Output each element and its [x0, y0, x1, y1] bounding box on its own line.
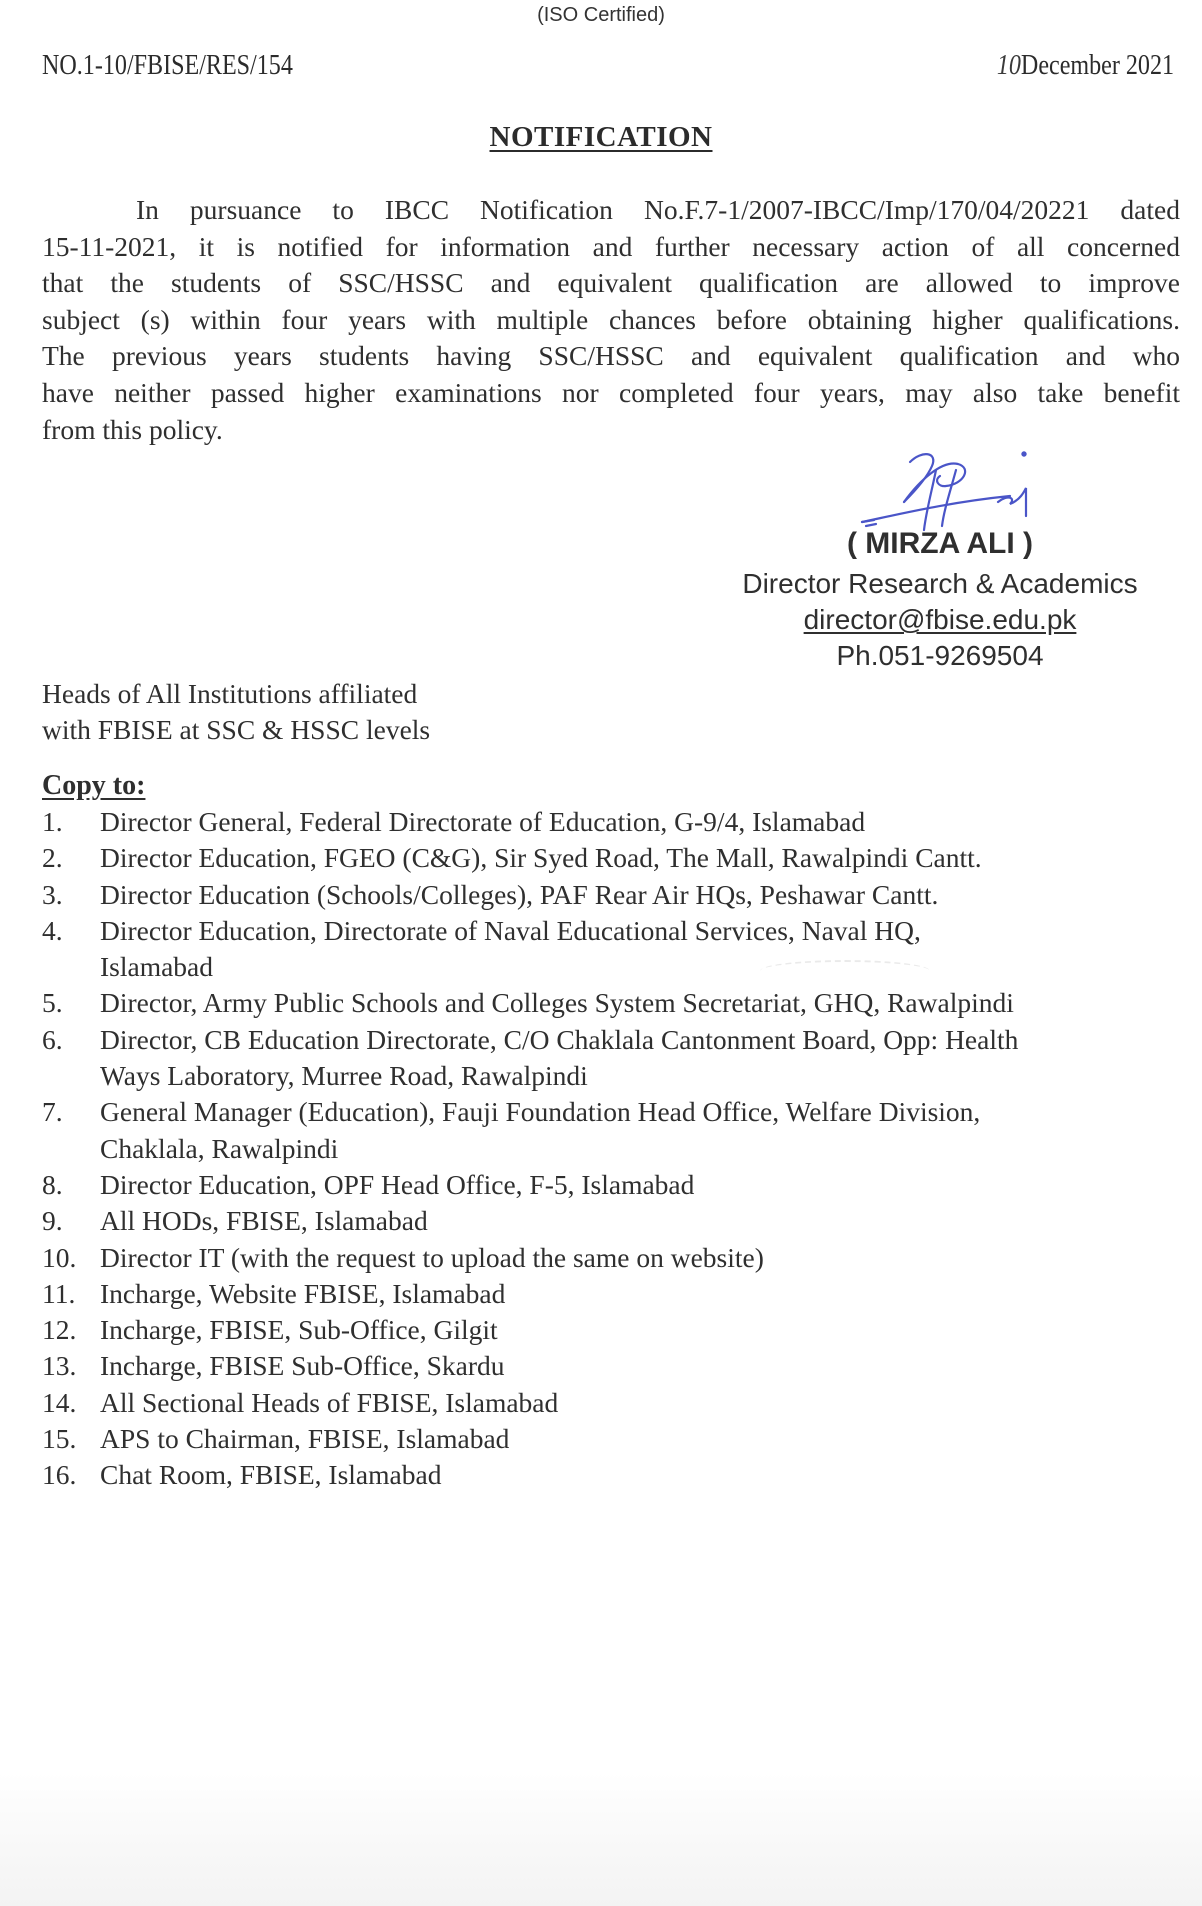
item-text: Director Education (Schools/Colleges), PAF Rear Air HQs, Peshawar Cantt.	[100, 878, 939, 910]
item-text: Director Education, OPF Head Office, F-5, Islamabad	[100, 1168, 695, 1200]
body-line: that the students of SSC/HSSC and equivalent qualification are allowed to improve	[42, 267, 1180, 299]
item-text: APS to Chairman, FBISE, Islamabad	[100, 1423, 510, 1455]
item-text: Director Education, Directorate of Naval Educational Services, Naval HQ,	[100, 914, 921, 946]
item-text: General Manager (Education), Fauji Foundation Head Office, Welfare Division,	[100, 1096, 981, 1128]
item-number: 8.	[42, 1168, 63, 1200]
item-text: Director, Army Public Schools and Colleges System Secretariat, GHQ, Rawalpindi	[100, 987, 1014, 1019]
item-text: Director, CB Education Directorate, C/O Chaklala Cantonment Board, Opp: Health	[100, 1023, 1019, 1055]
iso-certified-label: (ISO Certified)	[537, 4, 665, 26]
item-number: 7.	[42, 1096, 63, 1128]
body-line: from this policy.	[42, 413, 223, 445]
item-text: All HODs, FBISE, Islamabad	[100, 1205, 428, 1237]
item-number: 3.	[42, 878, 63, 910]
list-item	[42, 877, 1192, 913]
list-item	[42, 985, 1192, 1021]
list-item	[42, 804, 1192, 840]
addressee-line: Heads of All Institutions affiliated	[42, 678, 418, 709]
list-item	[42, 1457, 1192, 1493]
item-text: Incharge, Website FBISE, Islamabad	[100, 1277, 506, 1309]
list-item	[42, 1385, 1192, 1421]
body-line: subject (s) within four years with multiple chances before obtaining higher qualifications.	[42, 303, 1180, 335]
reference-number: NO.1-10/FBISE/RES/154	[42, 50, 293, 81]
list-item	[42, 1276, 1192, 1312]
addressee-line: with FBISE at SSC & HSSC levels	[42, 714, 431, 746]
item-text: Incharge, FBISE Sub-Office, Skardu	[100, 1350, 505, 1382]
item-text-continued: Islamabad	[100, 951, 214, 983]
list-item	[42, 1203, 1192, 1239]
list-item	[42, 1022, 1192, 1095]
list-item	[42, 1240, 1192, 1276]
item-number: 10.	[42, 1241, 77, 1273]
signatory-designation: Director Research & Academics	[742, 568, 1138, 599]
item-number: 15.	[42, 1423, 77, 1455]
item-number: 12.	[42, 1314, 77, 1346]
copy-to-heading: Copy to:	[42, 770, 146, 801]
signatory-email-link[interactable]: director@fbise.edu.pk	[803, 604, 1077, 635]
list-item	[42, 1348, 1192, 1384]
date-month-year: December 2021	[1020, 50, 1174, 81]
item-number: 6.	[42, 1023, 63, 1055]
item-text-continued: Ways Laboratory, Murree Road, Rawalpindi	[100, 1060, 588, 1092]
item-text: Director Education, FGEO (C&G), Sir Syed Road, The Mall, Rawalpindi Cantt.	[100, 842, 982, 874]
item-text: Incharge, FBISE, Sub-Office, Gilgit	[100, 1314, 498, 1346]
item-number: 14.	[42, 1386, 77, 1418]
copy-to-list	[42, 804, 1192, 1494]
item-number: 5.	[42, 987, 63, 1019]
item-text: Director IT (with the request to upload the same on website)	[100, 1241, 764, 1273]
notification-body	[42, 192, 1180, 448]
title-text: NOTIFICATION	[489, 121, 713, 153]
date-day-handwritten: 10	[996, 50, 1021, 81]
list-item	[42, 913, 1192, 986]
signatory-name: ( MIRZA ALI )	[846, 527, 1034, 560]
addressee	[42, 676, 430, 749]
item-text: All Sectional Heads of FBISE, Islamabad	[100, 1386, 559, 1418]
item-number: 2.	[42, 842, 63, 874]
item-text: Chat Room, FBISE, Islamabad	[100, 1459, 442, 1491]
page-title	[0, 118, 1202, 156]
item-text: Director General, Federal Directorate of Education, G-9/4, Islamabad	[100, 806, 866, 837]
item-number: 16.	[42, 1459, 77, 1491]
list-item	[42, 1094, 1192, 1167]
item-number: 4.	[42, 914, 63, 946]
item-number: 11.	[42, 1277, 76, 1309]
body-line: The previous years students having SSC/HSSC and equivalent qualification and who	[42, 340, 1180, 372]
signatory-phone: Ph.051-9269504	[836, 640, 1044, 671]
item-number: 1.	[42, 806, 63, 837]
list-item	[42, 1167, 1192, 1203]
issue-date	[997, 48, 1174, 84]
list-item	[42, 1312, 1192, 1348]
body-line: 15-11-2021, it is notified for information and further necessary action of all concerned	[42, 230, 1180, 262]
list-item	[42, 1421, 1192, 1457]
item-text-continued: Chaklala, Rawalpindi	[100, 1132, 339, 1164]
item-number: 13.	[42, 1350, 77, 1382]
body-line: have neither passed higher examinations nor completed four years, may also take benefit	[42, 376, 1180, 408]
list-item	[42, 840, 1192, 876]
item-number: 9.	[42, 1205, 63, 1237]
body-line: In pursuance to IBCC Notification No.F.7-1/2007-IBCC/Imp/170/04/20221 dated	[136, 194, 1180, 225]
